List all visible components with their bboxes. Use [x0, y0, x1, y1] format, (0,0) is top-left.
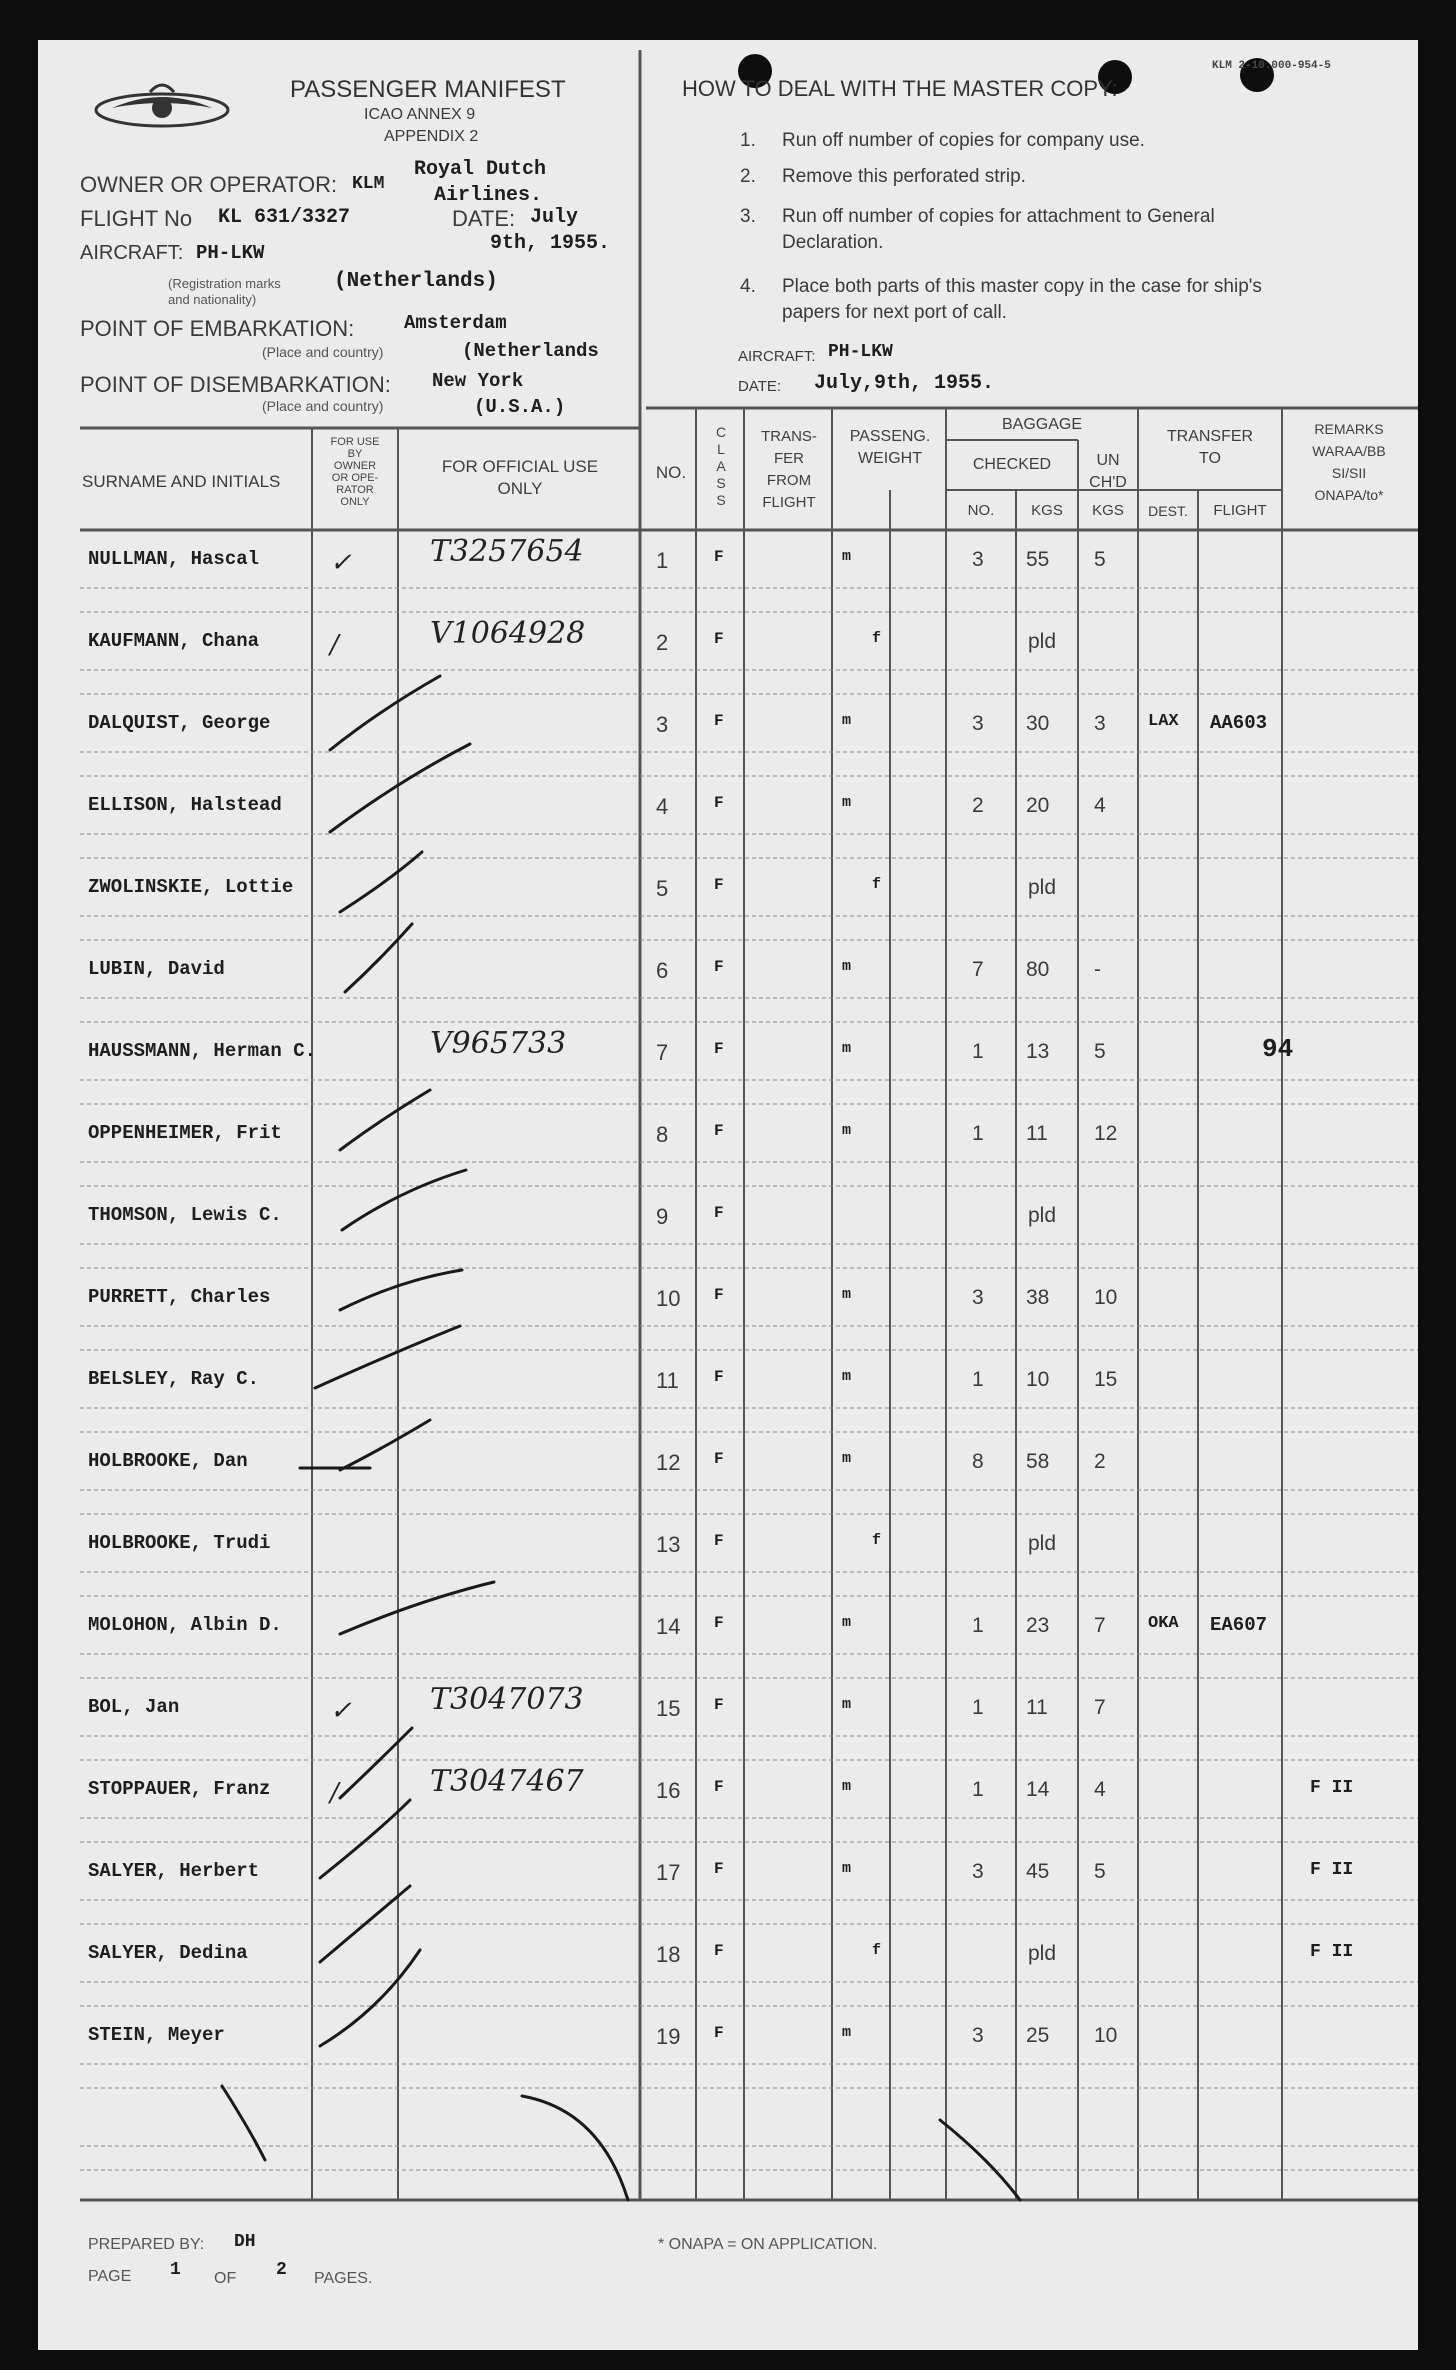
- passenger-sex: m: [842, 1696, 852, 1713]
- pages-label: PAGES.: [314, 2270, 373, 2287]
- registration-value: (Netherlands): [334, 270, 498, 293]
- passenger-no: 16: [656, 1778, 681, 1803]
- embarkation-value: Amsterdam: [404, 312, 507, 334]
- passenger-class: F: [714, 1286, 724, 1304]
- passenger-name: THOMSON, Lewis C.: [88, 1204, 282, 1226]
- baggage-count: 7: [972, 958, 984, 981]
- passenger-no: 13: [656, 1532, 681, 1557]
- passenger-class: F: [714, 1450, 724, 1468]
- baggage-count: 1: [972, 1614, 984, 1637]
- passenger-class: F: [714, 876, 724, 894]
- baggage-count: 3: [972, 712, 984, 735]
- transfer-flight: AA603: [1210, 712, 1268, 734]
- passenger-sex: m: [842, 1040, 852, 1057]
- unchecked-kgs: 5: [1094, 548, 1106, 571]
- passenger-no: 3: [656, 712, 669, 737]
- date-value: July: [530, 206, 579, 229]
- instr-date-label: DATE:: [738, 378, 782, 395]
- operator-mark: /: [330, 1778, 339, 1808]
- passenger-class: F: [714, 1778, 724, 1796]
- disembarkation-note: (Place and country): [262, 398, 384, 414]
- baggage-kgs: 23: [1026, 1614, 1050, 1637]
- baggage-kgs: pld: [1028, 630, 1057, 653]
- passenger-class: F: [714, 1204, 724, 1222]
- passenger-sex: f: [872, 630, 882, 647]
- date-value-line2: 9th, 1955.: [490, 232, 611, 255]
- page-label: PAGE: [88, 2268, 132, 2285]
- baggage-count: 2: [972, 794, 984, 817]
- baggage-kgs: 58: [1026, 1450, 1050, 1473]
- passenger-name: DALQUIST, George: [88, 712, 271, 734]
- passenger-class: F: [714, 1368, 724, 1386]
- manifest-title: PASSENGER MANIFEST: [290, 76, 566, 103]
- passenger-sex: m: [842, 2024, 852, 2041]
- embarkation-note: (Place and country): [262, 344, 384, 360]
- disembarkation-value: New York: [432, 370, 524, 392]
- passenger-no: 10: [656, 1286, 681, 1311]
- unchecked-kgs: 3: [1094, 712, 1106, 735]
- instr-aircraft-value: PH-LKW: [828, 342, 893, 362]
- klm-logo-icon: [92, 78, 232, 138]
- col-bag-no: NO.: [967, 502, 995, 519]
- baggage-count: 1: [972, 1368, 984, 1391]
- prepared-by-value: DH: [234, 2232, 256, 2252]
- baggage-count: 3: [972, 1860, 984, 1883]
- passenger-class: F: [714, 1614, 724, 1632]
- passenger-name: HOLBROOKE, Trudi: [88, 1532, 271, 1554]
- passenger-no: 8: [656, 1122, 669, 1147]
- passenger-name: HAUSSMANN, Herman C.: [88, 1040, 317, 1062]
- col-official: FOR OFFICIAL USE ONLY: [441, 457, 599, 498]
- col-unchecked: UN CH'D: [1089, 452, 1127, 491]
- passenger-no: 9: [656, 1204, 669, 1229]
- instructions-title: HOW TO DEAL WITH THE MASTER COPY:: [682, 76, 1118, 101]
- passenger-class: F: [714, 2024, 724, 2042]
- remark: F II: [1310, 1942, 1354, 1962]
- remark: F II: [1310, 1778, 1354, 1798]
- col-flight: FLIGHT: [1213, 502, 1267, 519]
- passenger-name: PURRETT, Charles: [88, 1286, 271, 1308]
- baggage-kgs: pld: [1028, 1532, 1057, 1555]
- passenger-class: F: [714, 1040, 724, 1058]
- registration-note: (Registration marks: [168, 276, 281, 291]
- official-use-number: T3047467: [430, 1764, 584, 1799]
- baggage-kgs: 30: [1026, 712, 1050, 735]
- passenger-class: F: [714, 548, 724, 566]
- col-kgs: KGS: [1031, 502, 1063, 519]
- instr-aircraft-label: AIRCRAFT:: [738, 348, 816, 365]
- baggage-count: 3: [972, 1286, 984, 1309]
- baggage-kgs: 10: [1026, 1368, 1050, 1391]
- baggage-kgs: 45: [1026, 1860, 1050, 1883]
- operator-mark: ✓: [330, 548, 352, 578]
- baggage-kgs: 13: [1026, 1040, 1050, 1063]
- owner-label: OWNER OR OPERATOR:: [80, 172, 338, 197]
- unchecked-kgs: 12: [1094, 1122, 1118, 1145]
- instruction-3: 3. Run off number of copies for attachment to General Declaration.: [740, 206, 1215, 253]
- col-kgs-unchecked: KGS: [1092, 502, 1124, 519]
- baggage-kgs: 11: [1026, 1122, 1048, 1145]
- aircraft-value: PH-LKW: [196, 242, 265, 264]
- passenger-name: LUBIN, David: [88, 958, 225, 980]
- unchecked-kgs: 10: [1094, 1286, 1118, 1309]
- passenger-name: STEIN, Meyer: [88, 2024, 225, 2046]
- flight-label: FLIGHT No: [80, 206, 193, 231]
- passenger-name: SALYER, Herbert: [88, 1860, 260, 1882]
- passenger-class: F: [714, 1532, 724, 1550]
- of-value: 2: [276, 2260, 287, 2280]
- disembarkation-label: POINT OF DISEMBARKATION:: [80, 372, 391, 397]
- passenger-name: KAUFMANN, Chana: [88, 630, 260, 652]
- operator-mark: /: [330, 630, 339, 660]
- baggage-kgs: pld: [1028, 876, 1057, 899]
- passenger-class: F: [714, 630, 724, 648]
- passenger-no: 4: [656, 794, 669, 819]
- remark: F II: [1310, 1860, 1354, 1880]
- date-label: DATE:: [452, 206, 516, 231]
- passenger-sex: m: [842, 958, 852, 975]
- unchecked-kgs: 5: [1094, 1040, 1106, 1063]
- passenger-class: F: [714, 958, 724, 976]
- passenger-no: 2: [656, 630, 669, 655]
- passenger-no: 15: [656, 1696, 681, 1721]
- col-baggage: BAGGAGE: [1001, 416, 1083, 433]
- col-dest: DEST.: [1148, 503, 1188, 519]
- owner-value: KLM: [352, 174, 385, 194]
- baggage-kgs: 14: [1026, 1778, 1050, 1801]
- passenger-no: 17: [656, 1860, 681, 1885]
- col-class: C L A S S: [715, 424, 727, 508]
- baggage-kgs: 80: [1026, 958, 1050, 981]
- baggage-count: 3: [972, 2024, 984, 2047]
- passenger-class: F: [714, 1696, 724, 1714]
- unchecked-kgs: 4: [1094, 1778, 1106, 1801]
- icao-annex: ICAO ANNEX 9: [364, 106, 476, 123]
- passenger-sex: m: [842, 548, 852, 565]
- passenger-class: F: [714, 794, 724, 812]
- baggage-count: 1: [972, 1696, 984, 1719]
- passenger-no: 12: [656, 1450, 681, 1475]
- embarkation-country: (Netherlands: [462, 340, 599, 362]
- unchecked-kgs: 4: [1094, 794, 1106, 817]
- passenger-sex: m: [842, 1778, 852, 1795]
- baggage-count: 1: [972, 1040, 984, 1063]
- passenger-class: F: [714, 712, 724, 730]
- passenger-no: 18: [656, 1942, 681, 1967]
- passenger-name: STOPPAUER, Franz: [88, 1778, 271, 1800]
- baggage-kgs: 38: [1026, 1286, 1050, 1309]
- passenger-sex: m: [842, 1614, 852, 1631]
- form-code: KLM 2-10.000-954-5: [1212, 60, 1331, 72]
- col-checked: CHECKED: [972, 456, 1052, 473]
- passenger-class: F: [714, 1860, 724, 1878]
- passenger-name: BOL, Jan: [88, 1696, 180, 1718]
- passenger-sex: m: [842, 712, 852, 729]
- baggage-kgs: 55: [1026, 548, 1050, 571]
- passenger-class: F: [714, 1942, 724, 1960]
- transfer-flight: EA607: [1210, 1614, 1268, 1636]
- baggage-count: 1: [972, 1122, 984, 1145]
- passenger-name: BELSLEY, Ray C.: [88, 1368, 260, 1390]
- passenger-sex: m: [842, 1450, 852, 1467]
- passenger-name: OPPENHEIMER, Frit: [88, 1122, 282, 1144]
- unchecked-kgs: 7: [1094, 1696, 1106, 1719]
- baggage-kgs: pld: [1028, 1204, 1057, 1227]
- onapa-note: * ONAPA = ON APPLICATION.: [658, 2236, 878, 2253]
- unchecked-kgs: 5: [1094, 1860, 1106, 1883]
- passenger-sex: m: [842, 794, 852, 811]
- baggage-count: 3: [972, 548, 984, 571]
- passenger-no: 11: [656, 1368, 679, 1393]
- owner-value-line1: Royal Dutch: [414, 158, 547, 181]
- unchecked-kgs: 15: [1094, 1368, 1118, 1391]
- col-no: NO.: [655, 463, 687, 482]
- aircraft-label: AIRCRAFT:: [80, 242, 184, 264]
- instr-date-value: July,9th, 1955.: [814, 372, 995, 395]
- passenger-sex: f: [872, 1532, 882, 1549]
- passenger-sex: m: [842, 1122, 852, 1139]
- unchecked-kgs: 10: [1094, 2024, 1118, 2047]
- official-use-number: V1064928: [430, 616, 586, 651]
- baggage-kgs: 11: [1026, 1696, 1048, 1719]
- flight-value: KL 631/3327: [218, 206, 351, 229]
- baggage-kgs: pld: [1028, 1942, 1057, 1965]
- transfer-dest: LAX: [1148, 712, 1179, 731]
- col-passenger-weight: PASSENG. WEIGHT: [849, 428, 931, 467]
- unchecked-kgs: 7: [1094, 1614, 1106, 1637]
- passenger-name: NULLMAN, Hascal: [88, 548, 260, 570]
- passenger-name: HOLBROOKE, Dan: [88, 1450, 248, 1472]
- col-remarks: REMARKS WARAA/BB SI/SII ONAPA/to*: [1312, 421, 1386, 503]
- owner-value-line2: Airlines.: [434, 184, 543, 207]
- col-transfer-to: TRANSFER TO: [1166, 428, 1254, 467]
- nationality-note: and nationality): [168, 292, 257, 307]
- passenger-class: F: [714, 1122, 724, 1140]
- passenger-name: ZWOLINSKIE, Lottie: [88, 876, 294, 898]
- passenger-no: 19: [656, 2024, 681, 2049]
- passenger-name: SALYER, Dedina: [88, 1942, 248, 1964]
- unchecked-kgs: -: [1094, 958, 1101, 981]
- transfer-dest: OKA: [1148, 1614, 1179, 1633]
- embarkation-label: POINT OF EMBARKATION:: [80, 316, 355, 341]
- baggage-kgs: 20: [1026, 794, 1050, 817]
- passenger-sex: m: [842, 1286, 852, 1303]
- passenger-no: 1: [656, 548, 669, 573]
- passenger-no: 6: [656, 958, 669, 983]
- passenger-sex: m: [842, 1368, 852, 1385]
- passenger-name: MOLOHON, Albin D.: [88, 1614, 282, 1636]
- disembarkation-country: (U.S.A.): [474, 396, 566, 418]
- passenger-sex: f: [872, 876, 882, 893]
- col-for-use: FOR USE BY OWNER OR OPE- RATOR ONLY: [330, 436, 380, 508]
- passenger-no: 14: [656, 1614, 681, 1639]
- instruction-1: 1. Run off number of copies for company use.: [740, 130, 1145, 151]
- baggage-count: 8: [972, 1450, 984, 1473]
- of-label: OF: [214, 2270, 237, 2287]
- passenger-name: ELLISON, Halstead: [88, 794, 282, 816]
- appendix: APPENDIX 2: [384, 128, 479, 145]
- prepared-by-label: PREPARED BY:: [88, 2236, 205, 2253]
- col-surname: SURNAME AND INITIALS: [82, 472, 281, 491]
- page-value: 1: [170, 2260, 181, 2280]
- passenger-sex: m: [842, 1860, 852, 1877]
- passenger-no: 7: [656, 1040, 669, 1065]
- official-use-number: V965733: [430, 1026, 567, 1061]
- official-use-number: T3257654: [430, 534, 584, 569]
- instruction-4: 4. Place both parts of this master copy in the case for ship's papers for next port of call.: [740, 276, 1262, 323]
- baggage-count: 1: [972, 1778, 984, 1801]
- instruction-2: 2. Remove this perforated strip.: [740, 166, 1026, 187]
- unchecked-kgs: 2: [1094, 1450, 1106, 1473]
- transfer-flight: 94: [1262, 1034, 1294, 1064]
- baggage-kgs: 25: [1026, 2024, 1050, 2047]
- passenger-sex: f: [872, 1942, 882, 1959]
- operator-mark: ✓: [330, 1696, 352, 1726]
- passenger-no: 5: [656, 876, 669, 901]
- col-transfer-from: TRANS- FER FROM FLIGHT: [761, 428, 817, 511]
- official-use-number: T3047073: [430, 1682, 584, 1717]
